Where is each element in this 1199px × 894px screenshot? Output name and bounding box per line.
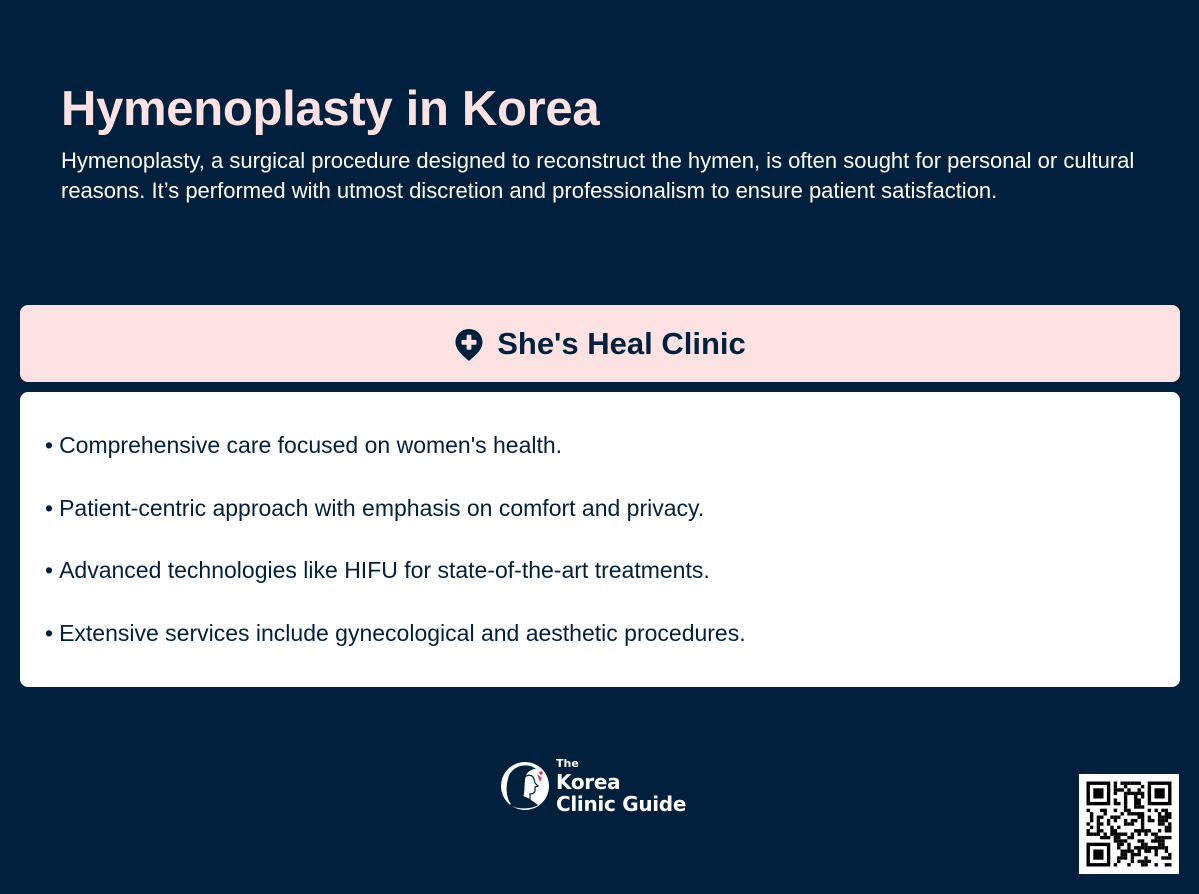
- bullet: •: [45, 494, 54, 521]
- feature-text: Advanced technologies like HIFU for state-of-the-art treatments.: [59, 557, 710, 583]
- site-logo[interactable]: [500, 758, 686, 814]
- feature-text: Extensive services include gynecological and aesthetic procedures.: [59, 619, 746, 646]
- clinic-name-bar: [20, 305, 1180, 382]
- page-title: Hymenoplasty in Korea: [61, 82, 600, 136]
- features-list: [20, 392, 1180, 648]
- qr-code-icon[interactable]: [1079, 774, 1179, 874]
- bullet: •: [45, 619, 54, 646]
- location-plus-icon: [454, 328, 484, 362]
- feature-item: [45, 493, 1180, 523]
- logo-text-the: The: [556, 756, 579, 770]
- feature-item: [45, 618, 1180, 648]
- woman-profile-icon: [500, 759, 550, 813]
- feature-item: [45, 555, 1180, 585]
- logo-text-korea: Korea: [556, 769, 621, 794]
- intro-paragraph: Hymenoplasty, a surgical procedure designed to reconstruct the hymen, is often sought for personal or cultural reasons. It’s performed with utmost discretion and professionalism to ensure patient satisfaction.: [61, 148, 1135, 203]
- bullet: •: [45, 557, 54, 583]
- bullet: •: [45, 432, 54, 458]
- clinic-name: She's Heal Clinic: [497, 325, 746, 361]
- features-card: [20, 392, 1180, 687]
- logo-text-clinic-guide: Clinic Guide: [556, 791, 687, 816]
- feature-text: Patient-centric approach with emphasis on comfort and privacy.: [59, 494, 705, 521]
- feature-item: [45, 430, 1180, 460]
- page-header: [61, 78, 1151, 205]
- feature-text: Comprehensive care focused on women's health.: [59, 432, 563, 458]
